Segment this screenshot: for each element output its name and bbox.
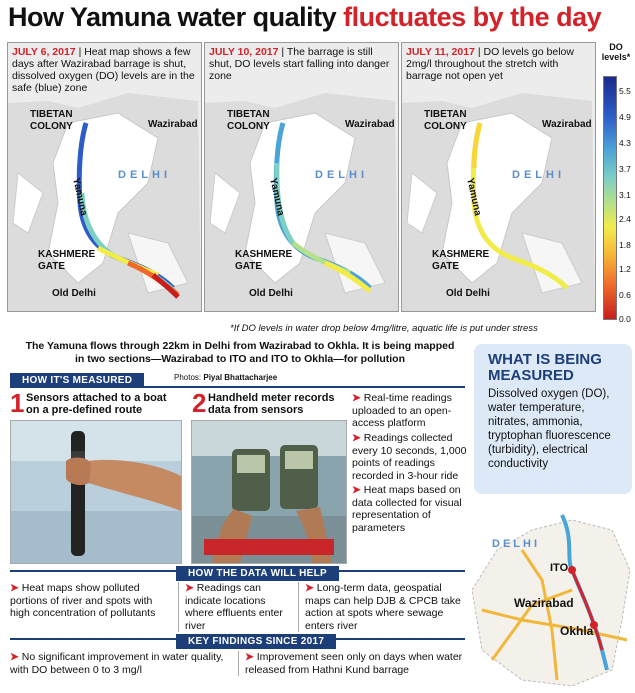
panel-caption xyxy=(406,46,592,82)
legend-title-line-2: levels* xyxy=(601,52,631,62)
meter-photo-illustration xyxy=(192,421,346,563)
heatmap-panel-july-11 xyxy=(401,42,596,312)
measure-bullet xyxy=(352,392,467,430)
panel-caption xyxy=(12,46,198,94)
panel-separator: | xyxy=(281,46,285,58)
arrow-right-icon: ➤ xyxy=(305,582,314,594)
footnote: *If DO levels in water drop below 4mg/litre, aquatic life is put under stress xyxy=(230,323,538,334)
being-measured-title: WHAT IS BEING MEASURED xyxy=(488,351,602,384)
help-item-text: Long-term data, geospatial maps can help DJB & CPCB take action at spots where sewage enters river xyxy=(305,582,461,632)
panel-separator: | xyxy=(477,46,481,58)
legend-tick: 1.2 xyxy=(619,264,631,274)
finding-item xyxy=(10,651,232,676)
heatmap-panel-july-10 xyxy=(204,42,399,312)
locator-wazirabad-label: Wazirabad xyxy=(514,596,574,610)
legend-tick: 3.7 xyxy=(619,164,631,174)
sensor-photo-illustration xyxy=(11,421,181,563)
step-2-number: 2 xyxy=(192,388,207,418)
photo-credit-name: Piyal Bhattacharjee xyxy=(203,373,278,382)
legend-tick: 4.9 xyxy=(619,112,631,122)
label-wazirabad: Wazirabad xyxy=(148,119,198,130)
label-tibetan: TIBETAN xyxy=(30,109,73,120)
legend-title xyxy=(600,42,632,62)
label-gate: GATE xyxy=(38,261,66,272)
panel-date: JULY 11, 2017 xyxy=(406,46,475,58)
finding-item-text: Improvement seen only on days when water released from Hathni Kund barrage xyxy=(245,651,463,676)
arrow-right-icon: ➤ xyxy=(10,582,19,594)
title-part-2: fluctuates by the day xyxy=(343,2,602,32)
panel-text: Heat map shows a few days after Wazirabad barrage is shut, dissolved oxygen (DO) levels are in the safe (blue) zone xyxy=(12,46,195,94)
legend-tick: 0.6 xyxy=(619,290,631,300)
legend-tick: 0.0 xyxy=(619,314,631,324)
label-delhi: DELHI xyxy=(512,169,565,181)
findings-title: KEY FINDINGS SINCE 2017 xyxy=(176,634,336,649)
locator-map xyxy=(462,510,634,688)
photo-credit xyxy=(174,373,277,382)
label-old-delhi: Old Delhi xyxy=(446,288,490,299)
measure-bullet-text: Real-time readings uploaded to an open-access platform xyxy=(352,392,452,429)
being-measured-text: Dissolved oxygen (DO), water temperature, nitrates, ammonia, tryptophan fluorescence (turbidity), electrical conductivity xyxy=(488,388,611,470)
legend-title-line-1: DO xyxy=(609,42,623,52)
arrow-right-icon: ➤ xyxy=(245,651,254,663)
label-gate: GATE xyxy=(432,261,460,272)
help-item-text: Readings can indicate locations where effluents enter river xyxy=(185,582,283,632)
legend-tick: 2.4 xyxy=(619,214,631,224)
label-delhi: DELHI xyxy=(315,169,368,181)
measure-bullet-text: Heat maps based on data collected for visual representation of parameters xyxy=(352,484,462,534)
intro-text: The Yamuna flows through 22km in Delhi from Wazirabad to Okhla. It is being mapped in two sections—Wazirabad to ITO and ITO to Okhla—for pollution xyxy=(25,340,455,365)
heatmap-panel-july-6 xyxy=(7,42,202,312)
help-item xyxy=(10,582,168,620)
label-yamuna: Yamuna xyxy=(267,177,286,217)
findings-heading xyxy=(176,631,336,649)
locator-delhi-label: DELHI xyxy=(492,538,540,550)
label-old-delhi: Old Delhi xyxy=(249,288,293,299)
finding-item-text: No significant improvement in water quality, with DO between 0 to 3 mg/l xyxy=(10,651,224,676)
label-tibetan: TIBETAN xyxy=(424,109,467,120)
data-help-title: HOW THE DATA WILL HELP xyxy=(176,566,339,581)
photo-credit-label: Photos: xyxy=(174,373,202,382)
page-title xyxy=(8,2,601,33)
how-measured-title: HOW IT'S MEASURED xyxy=(10,373,144,388)
label-wazirabad: Wazirabad xyxy=(345,119,395,130)
label-yamuna: Yamuna xyxy=(464,177,483,217)
legend-tick: 4.3 xyxy=(619,138,631,148)
measure-bullet-text: Readings collected every 10 seconds, 1,000 points of readings recorded in 3-hour ride xyxy=(352,432,467,482)
title-part-1: How Yamuna water quality xyxy=(8,2,337,32)
locator-ito-label: ITO xyxy=(550,562,569,574)
label-gate: GATE xyxy=(235,261,263,272)
panel-separator: | xyxy=(78,46,82,58)
label-yamuna: Yamuna xyxy=(70,177,89,217)
step-1-number: 1 xyxy=(10,388,25,418)
do-legend-bar xyxy=(603,76,617,320)
step-1-text: Sensors attached to a boat on a pre-defined route xyxy=(26,392,167,416)
help-item xyxy=(298,582,467,632)
how-measured-rule xyxy=(10,386,465,388)
data-help-heading xyxy=(176,563,339,581)
panel-date: JULY 10, 2017 xyxy=(209,46,279,58)
help-item xyxy=(178,582,297,632)
legend-tick: 5.5 xyxy=(619,86,631,96)
label-colony: COLONY xyxy=(424,121,467,132)
label-colony: COLONY xyxy=(227,121,270,132)
panel-date: JULY 6, 2017 xyxy=(12,46,76,58)
panel-text: DO levels go below 2mg/l throughout the stretch with barrage not open yet xyxy=(406,46,574,82)
arrow-right-icon: ➤ xyxy=(10,651,19,663)
meter-photo xyxy=(191,420,347,564)
sensor-photo xyxy=(10,420,182,564)
help-item-text: Heat maps show polluted portions of river and spots with high concentration of pollutants xyxy=(10,582,156,619)
panel-caption xyxy=(209,46,395,82)
label-kashmere: KASHMERE xyxy=(432,249,490,260)
measure-bullet xyxy=(352,484,467,534)
label-kashmere: KASHMERE xyxy=(38,249,96,260)
label-tibetan: TIBETAN xyxy=(227,109,270,120)
measure-bullet xyxy=(352,432,467,482)
panel-text: The barrage is still shut, DO levels start falling into danger zone xyxy=(209,46,390,82)
heatmap-map-2 xyxy=(205,43,398,311)
label-colony: COLONY xyxy=(30,121,73,132)
finding-item xyxy=(238,651,467,676)
arrow-right-icon: ➤ xyxy=(352,432,361,444)
heatmap-map-3 xyxy=(402,43,595,311)
arrow-right-icon: ➤ xyxy=(352,484,361,496)
locator-okhla-label: Okhla xyxy=(560,624,594,638)
legend-tick: 1.8 xyxy=(619,240,631,250)
arrow-right-icon: ➤ xyxy=(352,392,361,404)
legend-tick: 3.1 xyxy=(619,190,631,200)
label-old-delhi: Old Delhi xyxy=(52,288,96,299)
label-delhi: DELHI xyxy=(118,169,171,181)
label-wazirabad: Wazirabad xyxy=(542,119,592,130)
arrow-right-icon: ➤ xyxy=(185,582,194,594)
label-kashmere: KASHMERE xyxy=(235,249,293,260)
step-2-text: Handheld meter records data from sensors xyxy=(208,392,335,416)
